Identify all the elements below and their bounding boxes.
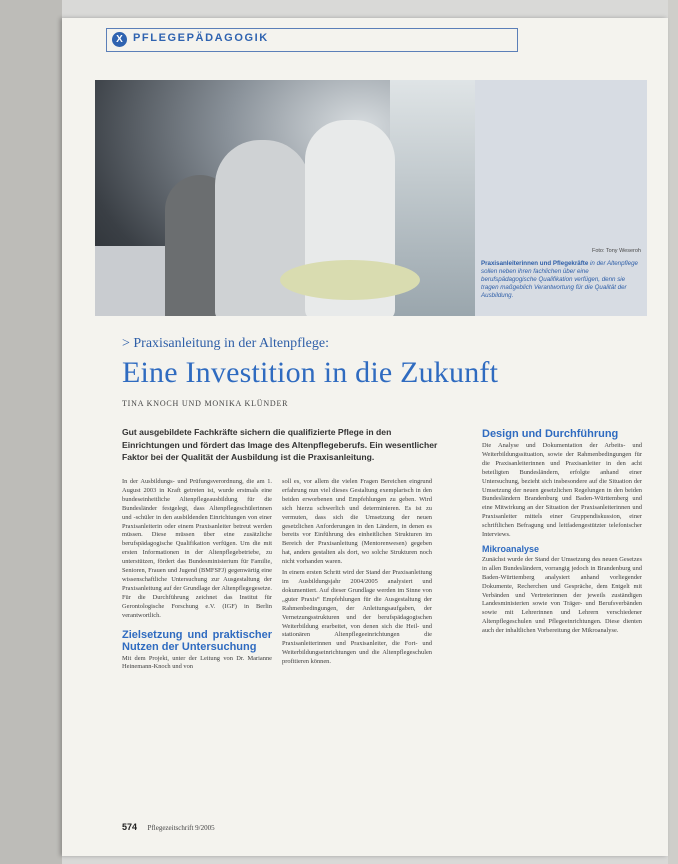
paragraph: In der Ausbildungs- und Prüfungsverordnung, die am 1. August 2003 in Kraft getreten ist, wurde erstmals eine bundeseinheitliche Altenpflegeausbildung für die Bundesländer festgelegt, dass Altenpflegeschülerinnen und -schüler in den ausbildenden Einrichtungen von einer Praxisanleiterin oder einem Praxisanleiter betreut werden müssen. Diese müssen über eine zusätzliche berufspädagogische Qualifikation verfügen. Um die mit ersten Informationen in der Altenpflegebetriebe, zu unterstützen, fördert das Bundesministerium für Familie, Senioren, Frauen und Jugend (BMFSFJ) gegenwärtig eine wissenschaftliche Untersuchung zur Ausgestaltung der Praxisanleitung auf der Grundlage der Altenpflegegesetze. Für die Durchführung zeichnet das Institut für Gerontologische Forschung e.V. (IGF) in Berlin verantwortlich.: [122, 478, 272, 619]
paragraph: Mit dem Projekt, unter der Leitung von Dr. Marianne Heinemann-Knoch und von: [122, 654, 272, 671]
journal-issue: Pflegezeitschrift 9/2005: [147, 824, 215, 832]
photo-bowl: [280, 260, 420, 300]
subheading: Zielsetzung und praktischer Nutzen der Untersuchung: [122, 628, 272, 653]
article-photo: [95, 80, 475, 316]
subheading: Mikroanalyse: [482, 543, 540, 554]
page-footer: [122, 822, 215, 832]
text-column-3: [482, 428, 642, 638]
section-rubric: [106, 28, 518, 52]
article-headline: Eine Investition in die Zukunft: [122, 356, 499, 389]
article-lead: Gut ausgebildete Fachkräfte sichern die qualifizierte Pflege in den Einrichtungen und fördert das Image des Altenpflegeberufs. Ein wesentlicher Faktor bei der Qualität der Ausbildung ist die Praxisanleitung.: [122, 427, 438, 462]
scan-edge: [668, 0, 678, 864]
photo-caption-lead: Praxisanleiterinnen und Pflegekräfte: [481, 260, 589, 267]
photo-caption-text: in der Altenpflege sollen neben ihren fachlichen über eine berufspädagogische Qualifikation verfügen, denn sie tragen maßgeblich Verantwortung für die Qualität der Ausbildung.: [481, 260, 638, 299]
page-number: 574: [122, 822, 138, 832]
paragraph: In einem ersten Schritt wird der Stand der Praxisanleitung im Ausbildungsjahr 2004/2005 analysiert und dokumentiert. Auf dieser Grundlage werden im Sinne von „guter Praxis“ Empfehlungen für die Ausgestaltung der Rahmenbedingungen, der Anleitungsaufgaben, der Vernetzungsstrukturen und der berufspädagogischen Weiterbildung erarbeitet, von denen sich die Heil- und stationären Altenpflegeeinrichtungen die Praxisanleiterinnen und Praxisanleiter, die Fort- und Weiterbildungseinrichtungen und die Altenpflegeschulen profitieren können.: [282, 569, 432, 666]
paragraph: Zunächst wurde der Stand der Umsetzung des neuen Gesetzes in allen Bundesländern, vorrangig jedoch in Brandenburg und Baden-Württemberg analysiert anhand vorliegender Dokumente, Recherchen und Gespräche, dem Entgelt mit Verbänden und Vertreterinnen der jeweils zuständigen Landesministerien sowie von Träger- und Berufsverbänden sowie mit Lehrerinnen und Lehrern verschiedener Altenpflegeschulen und Pflegeeinrichtungen. Diese dienten auch der inhaltlichen Vorbereitung der Mikroanalyse.: [482, 555, 642, 635]
paragraph: Die Analyse und Dokumentation der Arbeits- und Weiterbildungssituation, sowie der Rahmenbedingungen für die Praxisanleiterinnen und Praxisanleiter in den acht beteiligten Bundesländern, erfolgte anhand einer Untersuchung, bezieht sich insbesondere auf die Situation der Umsetzung der neuen gesetzlichen Regelungen in den beiden Bundesländern Brandenburg und Baden-Württemberg und eine Mitwirkung an der Situation der Praxisanleiterinnen und Praxisanleiter mittels einer Gruppendiskussion, einer schriftlichen Befragung und leitfadengestützter telefonischer Interviews.: [482, 442, 642, 539]
article-authors: TINA KNOCH UND MONIKA KLÜNDER: [122, 399, 289, 408]
caption-panel: [475, 80, 647, 316]
magazine-page: [62, 18, 668, 856]
scan-margin: [0, 0, 62, 864]
text-column-1: [122, 478, 272, 674]
subheading: Design und Durchführung: [482, 428, 619, 440]
photo-caption: [481, 260, 643, 300]
article-kicker: > Praxisanleitung in der Altenpflege:: [122, 336, 329, 351]
section-label: PFLEGEPÄDAGOGIK: [133, 32, 269, 44]
section-icon: X: [112, 32, 127, 47]
text-column-2: [282, 478, 432, 669]
photo-credit: Foto: Tony Weseroh: [591, 248, 641, 254]
paragraph: soll es, vor allem die vielen Fragen Bereichen eingrund erfahrung nun viel dieses Gestaltung exemplarisch in den beiden erworbenen und Empfehlungen zu geben. Wird sich hierzu schwerlich und determinieren. Es ist zu vermuten, dass sich die Umsetzung der neuen gesetzlichen Anforderungen in den Ländern, in denen es bereits vor Einführung des einheitlichen Strukturen im Bereich der Praxisanleitung (Mentorenwesen) gegeben hat, anders gestalten als dort, wo solche Strukturen noch nicht vorhanden waren.: [282, 478, 432, 566]
